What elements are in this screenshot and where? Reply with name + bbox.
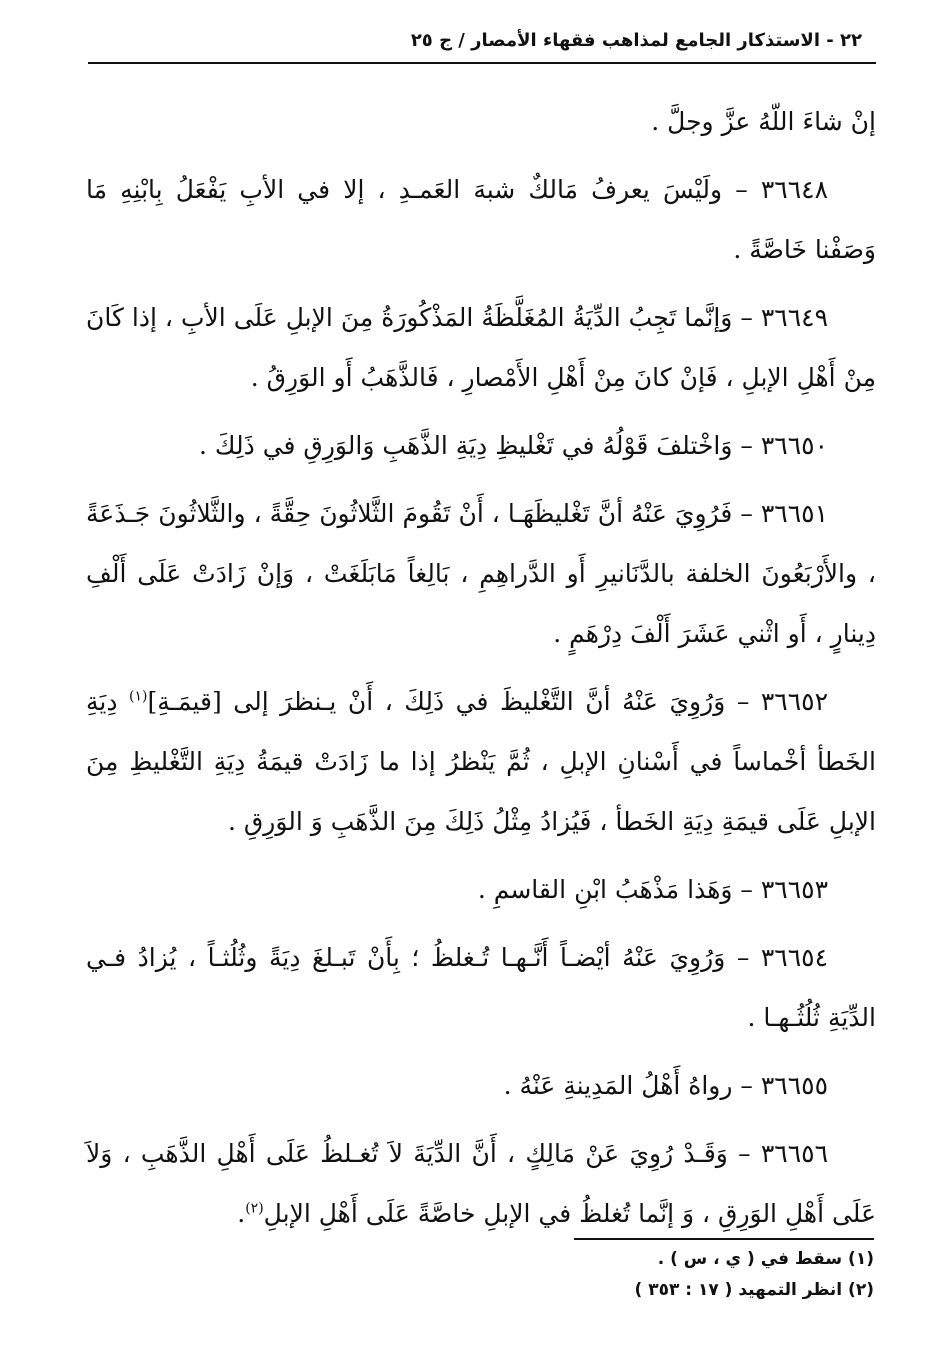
paragraph-number: ٣٦٦٥٦: [760, 1139, 828, 1168]
paragraph: [86, 1124, 876, 1244]
paragraph-number: ٣٦٦٥٤: [760, 943, 828, 972]
paragraph-text-continued: دِيَةِ الخَطأ أخْماساً في أَسْنانِ الإبلِ ، ثُمَّ يَنْظرُ إذا ما زَادَتْ قيمَةُ دِيَةِ التَّغْليظِ مِنَ الإبلِ عَلَى قيمَةِ دِيَةِ الخَطأ ، فَيُزادُ مِثْلُ ذَلِكَ مِنَ الذَّهَبِ وَ الوَرِقِ .: [86, 687, 876, 836]
footnote: (١) سقط في ( ي ، س ) .: [657, 1249, 874, 1269]
paragraph-text: – وَقَـدْ رُوِيَ عَنْ مَالِكٍ ، أَنَّ الدِّيَةَ لاَ تُغـلظُ عَلَى أَهْلِ الذَّهَبِ ، وَلاَ عَلَى أَهْلِ الوَرِقِ ، وَ إنَّما تُغلظُ في الإبلِ خاصَّةً عَلَى أَهْلِ الإبلِ: [86, 1139, 876, 1228]
paragraph-text: – وَإنَّما تَجِبُ الدِّيَةُ المُغَلَّظَةُ المَذْكُورَةُ مِنَ الإبلِ عَلَى الأبِ ، إذا كَانَ مِنْ أَهْلِ الإبلِ ، فَإنْ كانَ مِنْ أَهْلِ الأَمْصارِ ، فَالذَّهَبُ أَو الوَرِقُ .: [86, 303, 876, 392]
paragraph-number: ٣٦٦٥٥: [760, 1071, 828, 1100]
paragraph-text: – وَهَذا مَذْهَبُ ابْنِ القاسمِ .: [477, 875, 761, 904]
paragraph: [86, 160, 876, 280]
paragraph-number: ٣٦٦٥٠: [760, 431, 828, 460]
paragraph: [86, 860, 876, 920]
paragraph-number: ٣٦٦٤٨: [760, 175, 828, 204]
paragraph-text: – ولَيْسَ يعرفُ مَالكٌ شبهَ العَمـدِ ، إلا في الأبِ يَفْعَلُ بِابْنِهِ مَا وَصَفْنا خَاصَّةً .: [86, 175, 876, 264]
paragraph-number: ٣٦٦٥٣: [760, 875, 828, 904]
paragraph-text: إنْ شاءَ اللّهُ عزَّ وجلَّ .: [651, 107, 876, 136]
paragraph: [86, 672, 876, 852]
body-text: [86, 92, 876, 1252]
paragraph: [86, 288, 876, 408]
footnote: (٢) انظر التمهيد ( ١٧ : ٣٥٣ ): [634, 1280, 874, 1300]
running-header: ٢٢ - الاستذكار الجامع لمذاهب فقهاء الأمصار / ج ٢٥: [410, 30, 862, 51]
paragraph-text: – فَرُوِيَ عَنْهُ أنَّ تَغْليظَهَـا ، أَنْ تَقُومَ الثَّلاثُونَ حِقَّةً ، والثَّلاثُونَ جَـذَعَةً ، والأَرْبَعُونَ الخلفة بالدَّنَانيرِ أَو الدَّراهِمِ ، بَالِغاً مَابَلَغَتْ ، وَإنْ زَادَتْ عَلَى أَلْفِ دِينارٍ ، أَو اثْني عَشَرَ أَلْفَ دِرْهَمٍ .: [86, 499, 876, 648]
paragraph-number: ٣٦٦٤٩: [760, 303, 828, 332]
header-rule: [88, 62, 876, 64]
paragraph: [86, 928, 876, 1048]
footnote-reference: (١): [129, 688, 148, 705]
paragraph: [86, 92, 876, 152]
paragraph-number: ٣٦٦٥١: [760, 499, 828, 528]
footnotes: [274, 1244, 874, 1306]
paragraph: [86, 484, 876, 664]
paragraph: [86, 1056, 876, 1116]
paragraph-text: – وَرُوِيَ عَنْهُ أنَّ التَّغْليظَ في ذَلِكَ ، أَنْ يـنظرَ إلى [قيمَـةِ]: [147, 687, 761, 716]
footnote-reference: (٢): [245, 1200, 264, 1217]
paragraph: [86, 416, 876, 476]
paragraph-text-continued: .: [237, 1199, 246, 1228]
paragraph-number: ٣٦٦٥٢: [760, 687, 828, 716]
paragraph-text: – رواهُ أَهْلُ المَدِينةِ عَنْهُ .: [503, 1071, 761, 1100]
paragraph-text: – وَاخْتلفَ قَوْلُهُ في تَغْليظِ دِيَةِ الذَّهَبِ وَالوَرِقِ في ذَلِكَ .: [199, 431, 761, 460]
footnote-rule: [574, 1238, 874, 1240]
paragraph-text: – وَرُوِيَ عَنْهُ أيْضـاً أَنَّـهـا تُـغلظُ ؛ بِأَنْ تَبـلغَ دِيَةً وثُلُثـاً ، يُزادُ فـي الدِّيَةِ ثُلُثُـهـا .: [86, 943, 876, 1032]
